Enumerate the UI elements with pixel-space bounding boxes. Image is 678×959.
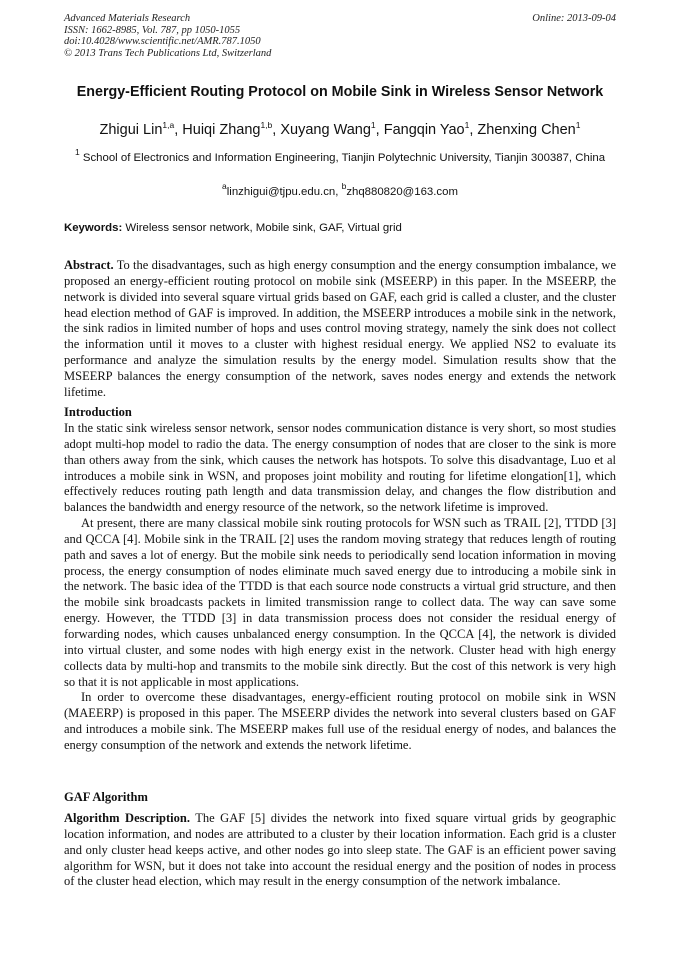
introduction-heading: Introduction (64, 405, 132, 419)
journal-name: Advanced Materials Research (64, 13, 191, 24)
abstract-text: To the disadvantages, such as high energy consumption and the energy consumption imbalance, we proposed an energy-efficient routing protocol on mobile sink (MSEERP) in this paper. In the MSEERP, the network is divided into several square virtual grids based on GAF, each grid is called a cluster, and the cluster head election method of GAF is improved. In addition, the MSEERP introduces a mobile sink in the network, the sink radios in limited number of hops and uses control moving strategy, namely the sink does not collect the information until it moves to a cluster with highest residual energy. We applied NS2 to evaluate its performance and analyze the simulation results by the energy model. Simulation results show that the MSEERP balances the energy consumption of the network, saves nodes energy and extends the network lifetime. (64, 258, 616, 399)
issn-line: ISSN: 1662-8985, Vol. 787, pp 1050-1055 (64, 24, 241, 36)
gaf-subheading: Algorithm Description. (64, 811, 190, 825)
author-name: Xuyang Wang (280, 122, 371, 138)
author-affil-sup: 1 (370, 120, 376, 130)
email-sup-b: b (341, 181, 347, 191)
doi-line: doi:10.4028/www.scientific.net/AMR.787.1050 (64, 36, 261, 47)
author-name: Zhigui Lin (99, 122, 163, 138)
author-name: Zhenxing Chen (477, 122, 576, 138)
author-name: Fangqin Yao (383, 122, 465, 138)
online-date: Online: 2013-09-04 (532, 13, 616, 24)
paper-title: Energy-Efficient Routing Protocol on Mobile Sink in Wireless Sensor Network (76, 84, 604, 100)
affiliation-text: School of Electronics and Information Engineering, Tianjin Polytechnic University, Tianjin 300387, China (82, 152, 606, 164)
gaf-body (64, 811, 616, 890)
email-sup-a: a (222, 181, 227, 191)
affiliation (64, 147, 616, 166)
intro-paragraph: In the static sink wireless sensor network, sensor nodes communication distance is very short, so most studies adopt multi-hop model to radio the data. The energy consumption of nodes that are closer to the sink is more than others away from the sink, which causes the network has hotspots. To solve this disadvantage, Luo et al introduces a mobile sink in WSN, and proposes joint mobility and routing for lifetime elongation[1], which effectively reduces routing path length and data transmission delay, and changes the flow distribution and balances the bandwidth and energy resource of the network, so the network lifetime is improved. (64, 421, 616, 515)
intro-paragraph: At present, there are many classical mobile sink routing protocols for WSN such as TRAIL [2], TTDD [3] and QCCA [4]. Mobile sink in the TRAIL [2] uses the random moving strategy that reduces length of routing path and saves a lot of energy. But the mobile sink needs to periodically send location information in moving process, the energy consumption of nodes eliminate much saved energy due to introducing a mobile sink in the network. The basic idea of the TTDD is that each source node constructs a virtual grid structure, and then the mobile sink broadcasts packets in limited transmission range to collect data. The way can save some energy. However, the TTDD [3] in data transmission process does not consider the residual energy of forwarding nodes, which causes unbalanced energy consumption. In the QCCA [4], the network is divided into virtual cluster, and some nodes with high energy exist in the network. Cluster head with high energy collects data by multi-hop and transmits to the mobile sink directly. But the cost of this network is very high so that it is not applicable in most applications. (64, 516, 616, 689)
intro-paragraph: In order to overcome these disadvantages, energy-efficient routing protocol on mobile sink in WSN (MAEERP) is proposed in this paper. The MSEERP divides the network into several clusters based on GAF and introduces a mobile sink. The MSEERP makes full use of the residual energy of nodes, and balances the energy consumption of the network and extends the network lifetime. (64, 690, 616, 752)
author-emails (64, 181, 616, 198)
keywords-label: Keywords: (64, 222, 123, 234)
email-a[interactable]: linzhigui@tjpu.edu.cn, (226, 186, 339, 198)
author-affil-sup: 1,a (162, 120, 175, 130)
author-affil-sup: 1 (464, 120, 470, 130)
author-list: Zhigui Lin$^{1,a}$, Huiqi Zhang$^{1,b}$, Xuyang Wang$^1$, Fangqin Yao$^1$, Zhenxing Chen$^1$ (99, 120, 581, 138)
keywords (64, 222, 616, 234)
abstract-section (64, 258, 616, 401)
author-affil-sup: 1,b (260, 120, 273, 130)
introduction-body (64, 421, 616, 754)
affiliation-sup: 1 (74, 147, 80, 157)
journal-header (64, 13, 616, 59)
keywords-text: Wireless sensor network, Mobile sink, GAF, Virtual grid (125, 222, 402, 234)
author-name: Huiqi Zhang (182, 122, 261, 138)
abstract-label: Abstract. (64, 258, 114, 272)
gaf-heading: GAF Algorithm (64, 790, 148, 804)
copyright-line: © 2013 Trans Tech Publications Ltd, Switzerland (64, 47, 272, 59)
gaf-text: The GAF [5] divides the network into fixed square virtual grids by geographic location information, and nodes are attributed to a cluster by their location information. Each grid is a cluster and only cluster head keeps active, and other nodes go into sleep state. The GAF is an efficient power saving algorithm for WSN, but it does not take into account the residual energy and the position of nodes in process of the cluster head election, which may result in the energy consumption of the network imbalance. (64, 811, 616, 889)
email-b[interactable]: zhq880820@163.com (346, 186, 458, 198)
author-affil-sup: 1 (575, 120, 581, 130)
